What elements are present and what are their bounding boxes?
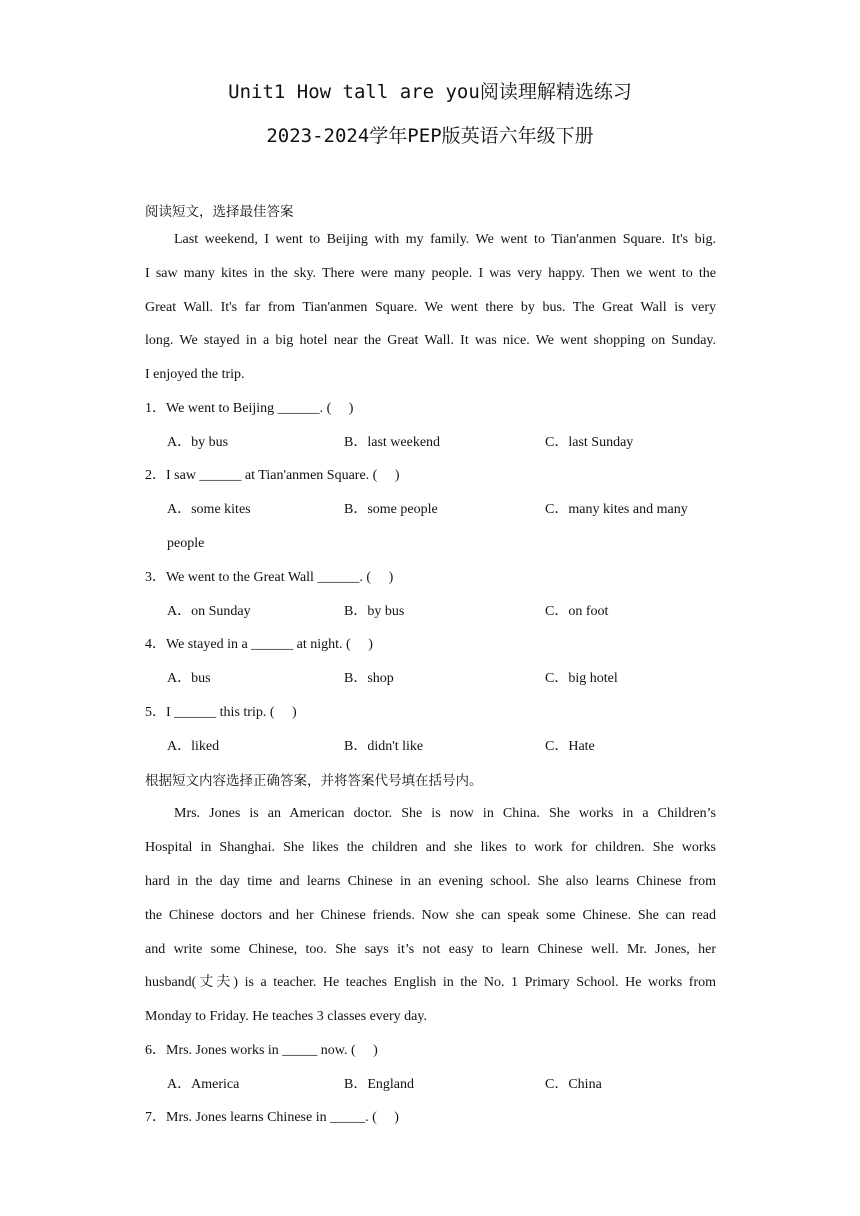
option-a: A．liked <box>167 739 220 754</box>
option-c: C．on foot <box>545 604 609 619</box>
section2-instruction: 根据短文内容选择正确答案，并将答案代号填在括号内。 <box>145 773 483 789</box>
passage2-line: the Chinese doctors and her Chinese friends. Now she can speak some Chinese. She can read <box>145 908 716 923</box>
passage1-line: I saw many kites in the sky. There were many people. I was very happy. Then we went to the <box>145 266 716 281</box>
passage1-line: long. We stayed in a big hotel near the Great Wall. It was nice. We went shopping on Sunday. <box>145 333 716 348</box>
passage2-line: Mrs. Jones is an American doctor. She is now in China. She works in a Children’s <box>174 806 716 821</box>
question-stem: 2．I saw ______ at Tian'anmen Square. ( ) <box>145 468 400 483</box>
option-b: B．last weekend <box>344 435 441 450</box>
option-b: B．shop <box>344 671 394 686</box>
option-b: B．England <box>344 1077 414 1092</box>
option-a: A．on Sunday <box>167 604 251 619</box>
passage2-line: hard in the day time and learns Chinese in an evening school. She also learns Chinese from <box>145 874 716 889</box>
option-b: B．by bus <box>344 604 405 619</box>
question-stem: 6．Mrs. Jones works in _____ now. ( ) <box>145 1043 378 1058</box>
passage2-line: and write some Chinese, too. She says it’s not easy to learn Chinese well. Mr. Jones, her <box>145 942 716 957</box>
section1-instruction: 阅读短文，选择最佳答案 <box>145 204 294 220</box>
option-c: C．big hotel <box>545 671 618 686</box>
option-a: A．by bus <box>167 435 229 450</box>
option-a: A．America <box>167 1077 240 1092</box>
option-c: C．last Sunday <box>545 435 634 450</box>
question-stem: 4．We stayed in a ______ at night. ( ) <box>145 637 373 652</box>
option-c-continuation: people <box>167 536 205 551</box>
option-c: C．China <box>545 1077 602 1092</box>
option-c: C．Hate <box>545 739 595 754</box>
option-b: B．some people <box>344 502 438 517</box>
option-a: A．some kites <box>167 502 251 517</box>
option-b: B．didn't like <box>344 739 424 754</box>
question-stem: 3．We went to the Great Wall ______. ( ) <box>145 570 394 585</box>
worksheet-title: Unit1 How tall are you阅读理解精选练习 <box>228 81 632 103</box>
question-stem: 5．I ______ this trip. ( ) <box>145 705 297 720</box>
worksheet-subtitle: 2023-2024学年PEP版英语六年级下册 <box>266 125 594 147</box>
passage1-line: I enjoyed the trip. <box>145 367 245 382</box>
passage2-line: husband(丈夫) is a teacher. He teaches English in the No. 1 Primary School. He works from <box>145 975 716 990</box>
passage2-line: Monday to Friday. He teaches 3 classes every day. <box>145 1009 427 1024</box>
option-a: A．bus <box>167 671 211 686</box>
passage1-line: Last weekend, I went to Beijing with my family. We went to Tian'anmen Square. It's big. <box>174 232 716 247</box>
question-stem: 1．We went to Beijing ______. ( ) <box>145 401 354 416</box>
option-c: C．many kites and many <box>545 502 688 517</box>
passage2-line: Hospital in Shanghai. She likes the children and she likes to work for children. She works <box>145 840 716 855</box>
question-stem: 7．Mrs. Jones learns Chinese in _____. ( ) <box>145 1110 399 1125</box>
passage1-line: Great Wall. It's far from Tian'anmen Square. We went there by bus. The Great Wall is very <box>145 300 716 315</box>
